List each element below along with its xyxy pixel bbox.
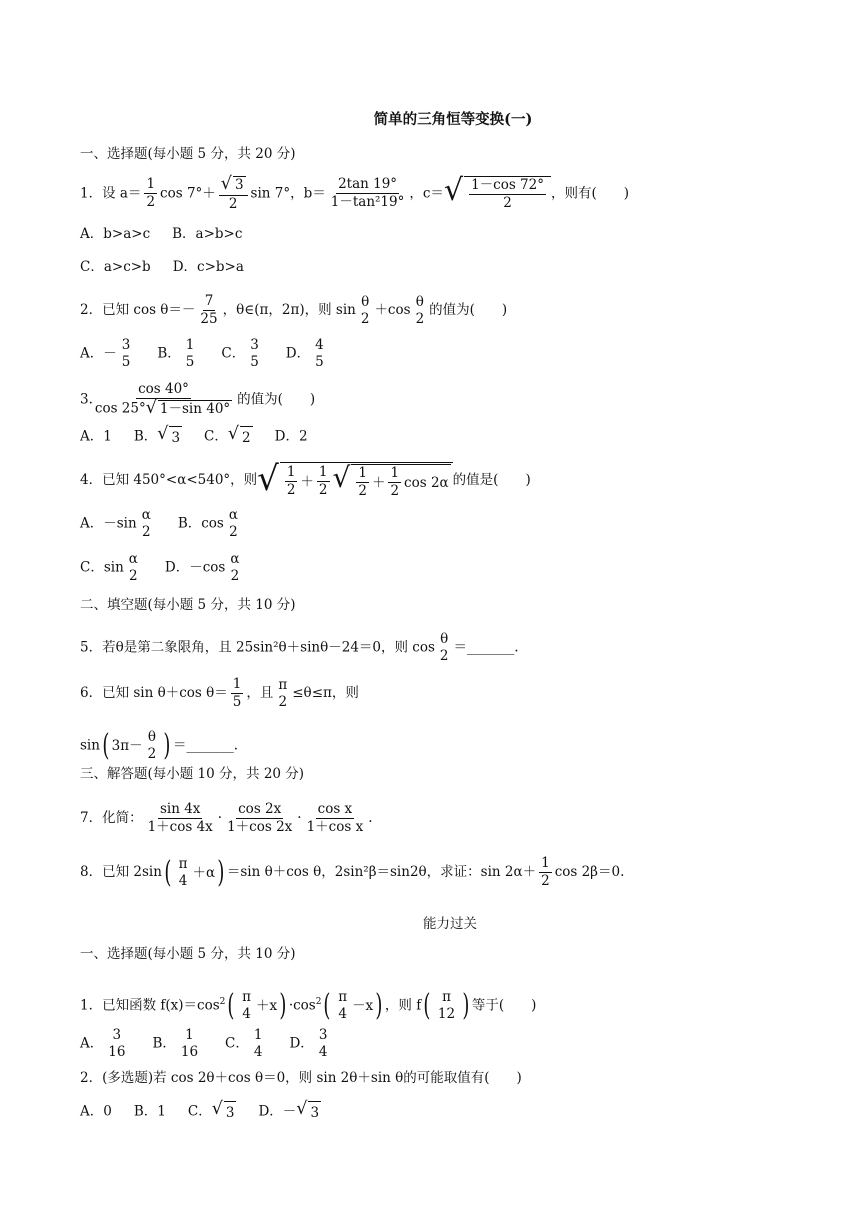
q4-options-row2: C．sin α 2 D．－cos α 2 bbox=[80, 551, 240, 584]
q3-option-c: C． bbox=[204, 428, 228, 445]
p1-option-b: B． bbox=[152, 1035, 176, 1052]
q4-option-c: C．sin bbox=[80, 559, 124, 576]
q1-option-b: B．a>b>c bbox=[172, 226, 243, 242]
q2-option-d: D． bbox=[285, 345, 311, 362]
practice-question-2: 2．(多选题)若 cos 2θ＋cos θ＝0，则 sin 2θ＋sin θ的可能取值有( ) bbox=[80, 1070, 522, 1086]
p1-mid: ，则 f bbox=[384, 997, 422, 1014]
nested-radical: √ $\frac{1}{2}$ ＋ $\frac{1}{2}$ √ $\frac{1}{2}$ ＋ $\frac{1}{2}$ cos 2α bbox=[257, 462, 453, 499]
section-heading-fill: 二、填空题(每小题 5 分，共 10 分) bbox=[80, 597, 296, 613]
q3-option-b: B． bbox=[133, 428, 158, 445]
q1-option-c: C．a>c>b bbox=[80, 259, 151, 275]
question-8: 8．已知 2sin ( π 4 ＋α ) ＝sin θ＋cos θ，2sin²β＝sin2θ，求证：sin 2α＋ $\frac{1}{2}$ cos 2β＝0. bbox=[80, 854, 625, 890]
section-title-ability: 能力过关 bbox=[423, 916, 477, 932]
q3-suffix: 的值为( ) bbox=[237, 391, 316, 408]
page-title: 简单的三角恒等变换(一) bbox=[373, 111, 533, 128]
p2-option-a: A．0 bbox=[80, 1103, 112, 1120]
question-2 bbox=[80, 294, 507, 327]
q4-options-row1: A．－sin α 2 B．cos α 2 bbox=[80, 507, 238, 540]
q4-prefix: 4．已知 450°<α<540°，则 bbox=[80, 472, 258, 488]
p1-option-d: D． bbox=[289, 1035, 314, 1052]
q2-option-a: A．－ bbox=[80, 345, 117, 362]
p1-options: A． 3 16 B． 1 16 C． 1 4 D． 3 4 bbox=[80, 1027, 328, 1060]
fraction: √ 3 2 bbox=[219, 176, 248, 212]
p1-suffix: 等于( ) bbox=[471, 997, 537, 1014]
p2-option-c: C． bbox=[187, 1103, 212, 1120]
section-heading-choice: 一、选择题(每小题 5 分，共 20 分) bbox=[80, 146, 296, 162]
p2-option-b: B．1 bbox=[133, 1103, 166, 1120]
q8-suffix: ＝sin θ＋cos θ，2sin²β＝sin2θ，求证：sin 2α＋ bbox=[226, 864, 537, 880]
practice-question-1: 1．已知函数 $f(x)=\cos^2$ ( π 4 ＋x ) $\cdot\cos^2$ ( π 4 －x ) ，则 f ( π 12 ) 等于( ) bbox=[80, 988, 537, 1023]
fraction: cos 40° cos 25° √ 1－sin 40° bbox=[94, 381, 231, 418]
p1-option-c: C． bbox=[225, 1035, 249, 1052]
p1-prefix: 1．已知函数 f(x)＝cos bbox=[80, 997, 220, 1014]
q8-end: cos 2β＝0. bbox=[554, 864, 625, 880]
q6-prefix: 6．已知 sin θ＋cos θ＝ bbox=[80, 685, 228, 701]
q4-option-a: A．－sin bbox=[80, 515, 137, 532]
q6-mid: ，且 bbox=[246, 685, 274, 701]
q5-prefix: 5．若θ是第二象限角，且 25sin²θ＋sinθ－24＝0，则 cos bbox=[80, 639, 435, 656]
question-7: 7．化简： $\frac{\sin 4x}{1+\cos 4x}$ · $\frac{\cos 2x}{1+\cos 2x}$ · $\frac{\text{cos x}}{\text{1＋cos x}}$ . bbox=[80, 801, 373, 835]
q1-option-d: D．c>b>a bbox=[172, 259, 244, 275]
q2-option-c: C． bbox=[221, 345, 246, 362]
q3-option-a: A．1 bbox=[80, 428, 112, 445]
q3-options: A．1 B． √ 3 C． √ 2 D．2 bbox=[80, 424, 308, 446]
q4-suffix: 的值是( ) bbox=[452, 472, 531, 488]
p1-option-a: A． bbox=[80, 1035, 104, 1052]
q1-options-row1 bbox=[80, 224, 242, 244]
fraction: θ 2 bbox=[415, 293, 425, 327]
fraction: $\frac{1}{2}$ bbox=[146, 176, 156, 211]
p2-options: A．0 B．1 C． √ 3 D．－ √ 3 bbox=[80, 1099, 320, 1121]
section-heading-solve: 三、解答题(每小题 10 分，共 20 分) bbox=[80, 766, 305, 782]
fraction: θ 2 bbox=[360, 293, 370, 327]
q4-option-d: D．－cos bbox=[164, 559, 226, 576]
q2-options: A．－ 3 5 B． 1 5 C． 3 5 D． 4 5 bbox=[80, 337, 324, 370]
q2-mid: ，θ∈(π，2π)，则 sin bbox=[222, 302, 356, 318]
question-3: 3. cos 40° cos 25° √ 1－sin 40° 的值为( ) bbox=[80, 381, 316, 418]
q6-suffix: ≤θ≤π，则 bbox=[292, 685, 359, 701]
q1-option-a: A．b>a>c bbox=[80, 226, 151, 242]
p2-option-d: D．－ bbox=[258, 1103, 297, 1120]
q2-suffix: 的值为( ) bbox=[429, 302, 508, 318]
q1-suffix: ，则有( ) bbox=[551, 185, 630, 202]
question-1 bbox=[80, 173, 630, 212]
q7-prefix: 7．化简： bbox=[80, 810, 143, 826]
fraction-b: $\frac{2\tan 19^\circ}{\text{1－tan²19°}}$ bbox=[330, 176, 405, 211]
q3-option-d: D．2 bbox=[274, 428, 308, 445]
question-5: 5．若θ是第二象限角，且 25sin²θ＋sinθ－24＝0，则 cos θ 2 ＝_______. bbox=[80, 631, 519, 664]
q1-prefix: 1．设 a＝ bbox=[80, 185, 142, 202]
q2-plus: ＋cos bbox=[374, 302, 411, 318]
q5-suffix: ＝_______. bbox=[453, 639, 519, 656]
question-6: 6．已知 sin θ＋cos θ＝ $\frac{1}{5}$ ，且 π 2 ≤θ≤π，则 bbox=[80, 676, 359, 710]
q1-sin7: sin 7°，b＝ bbox=[250, 185, 326, 202]
radical-c: √ $\frac{1-\cos 72^\circ}{2}$ bbox=[444, 176, 551, 211]
q1-options-row2 bbox=[80, 257, 244, 277]
fraction: $\frac{7}{25}$ bbox=[200, 293, 218, 327]
q6-end: ＝_______. bbox=[172, 737, 238, 754]
question-4 bbox=[80, 459, 531, 499]
q1-c-mid: ，c＝ bbox=[409, 185, 444, 202]
q2-prefix: 2．已知 cos θ＝－ bbox=[80, 302, 196, 318]
q4-option-b: B．cos bbox=[177, 515, 224, 532]
question-6-line2: sin ( 3π－ θ 2 ) ＝_______. bbox=[80, 728, 238, 763]
section-heading-choice-2: 一、选择题(每小题 5 分，共 10 分) bbox=[80, 946, 296, 962]
q1-cos7: cos 7°＋ bbox=[160, 185, 216, 202]
q8-prefix: 8．已知 2sin bbox=[80, 864, 162, 880]
q2-option-b: B． bbox=[157, 345, 181, 362]
